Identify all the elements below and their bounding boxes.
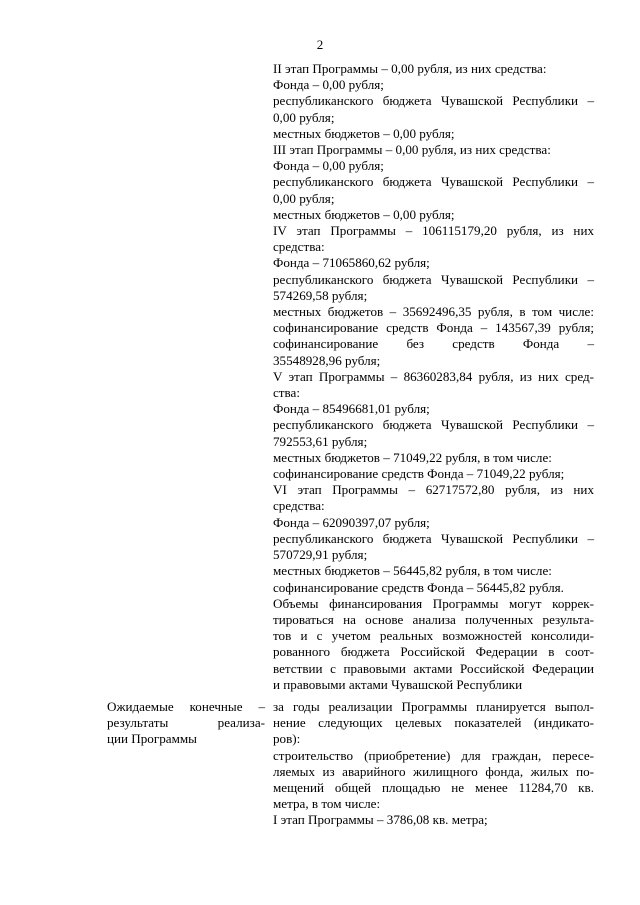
results-text-line: нение следующих целевых показателей (индикато- [273, 715, 594, 731]
funding-text-line: IV этап Программы – 106115179,20 рубля, из них [273, 223, 594, 239]
label-text-line: результаты реализа- [107, 715, 265, 731]
funding-text-line: софинансирование без средств Фонда – [273, 336, 594, 352]
funding-text-line: 570729,91 рубля; [273, 547, 368, 563]
results-text-line: мещений общей площадью не менее 11284,70 кв. [273, 780, 594, 796]
funding-text-line: софинансирование средств Фонда – 143567,39 рубля; [273, 320, 594, 336]
funding-text-line: софинансирование средств Фонда – 56445,82 рубля. [273, 579, 564, 595]
funding-text-line: 0,00 рубля; [273, 190, 335, 206]
funding-text-line: рованного бюджета Российской Федерации в соот- [273, 644, 594, 660]
expected-results-label [107, 699, 265, 748]
results-text-line: ров): [273, 731, 301, 747]
funding-text-line: местных бюджетов – 56445,82 рубля, в том числе: [273, 563, 552, 579]
funding-text-line: местных бюджетов – 0,00 рубля; [273, 125, 455, 141]
funding-text-line: Фонда – 62090397,07 рубля; [273, 514, 430, 530]
funding-text-line: местных бюджетов – 0,00 рубля; [273, 206, 455, 222]
funding-text-line: средства: [273, 498, 325, 514]
funding-text-line: 0,00 рубля; [273, 109, 335, 125]
funding-text-line: Объемы финансирования Программы могут коррек- [273, 595, 594, 611]
funding-text-line: тироваться на основе анализа полученных результа- [273, 611, 594, 627]
funding-text-line: местных бюджетов – 71049,22 рубля, в том числе: [273, 449, 552, 465]
funding-text-line: Фонда – 0,00 рубля; [273, 158, 384, 174]
results-text-line: ляемых из аварийного жилищного фонда, жилых по- [273, 763, 594, 779]
funding-text-line: средства: [273, 239, 325, 255]
funding-text-line: ветствии с правовыми актами Российской Федерации [273, 660, 594, 676]
funding-text-line: республиканского бюджета Чувашской Республики – [273, 93, 594, 109]
funding-text-line: Фонда – 0,00 рубля; [273, 77, 384, 93]
funding-text-line: тов и с учетом реальных возможностей консолиди- [273, 628, 594, 644]
funding-text-line: III этап Программы – 0,00 рубля, из них средства: [273, 142, 551, 158]
funding-text-line: ства: [273, 385, 300, 401]
label-text-line: Ожидаемые конечные – [107, 699, 265, 714]
funding-text-line: II этап Программы – 0,00 рубля, из них средства: [273, 61, 547, 76]
funding-text-line: республиканского бюджета Чувашской Республики – [273, 174, 594, 190]
expected-results-block [273, 699, 594, 829]
funding-text-line: софинансирование средств Фонда – 71049,22 рубля; [273, 466, 565, 482]
results-text-line: за годы реализации Программы планируется выпол- [273, 699, 594, 714]
funding-text-line: и правовыми актами Чувашской Республики [273, 676, 523, 692]
results-text-line: I этап Программы – 3786,08 кв. метра; [273, 812, 488, 828]
page-number: 2 [316, 37, 324, 52]
funding-text-line: 35548928,96 рубля; [273, 352, 381, 368]
funding-text-line: республиканского бюджета Чувашской Республики – [273, 417, 594, 433]
funding-text-line: Фонда – 85496681,01 рубля; [273, 401, 430, 417]
funding-text-line: местных бюджетов – 35692496,35 рубля, в том числе: [273, 304, 594, 320]
funding-text-line: 574269,58 рубля; [273, 287, 368, 303]
funding-block [273, 61, 594, 693]
funding-text-line: Фонда – 71065860,62 рубля; [273, 255, 430, 271]
funding-text-line: республиканского бюджета Чувашской Республики – [273, 530, 594, 546]
funding-text-line: 792553,61 рубля; [273, 433, 368, 449]
results-text-line: метра, в том числе: [273, 796, 381, 812]
label-text-line: ции Программы [107, 731, 197, 747]
funding-text-line: VI этап Программы – 62717572,80 рубля, из них [273, 482, 594, 498]
results-text-line: строительство (приобретение) для граждан, пересе- [273, 747, 594, 763]
funding-text-line: V этап Программы – 86360283,84 рубля, из них сред- [273, 368, 594, 384]
funding-text-line: республиканского бюджета Чувашской Республики – [273, 271, 594, 287]
